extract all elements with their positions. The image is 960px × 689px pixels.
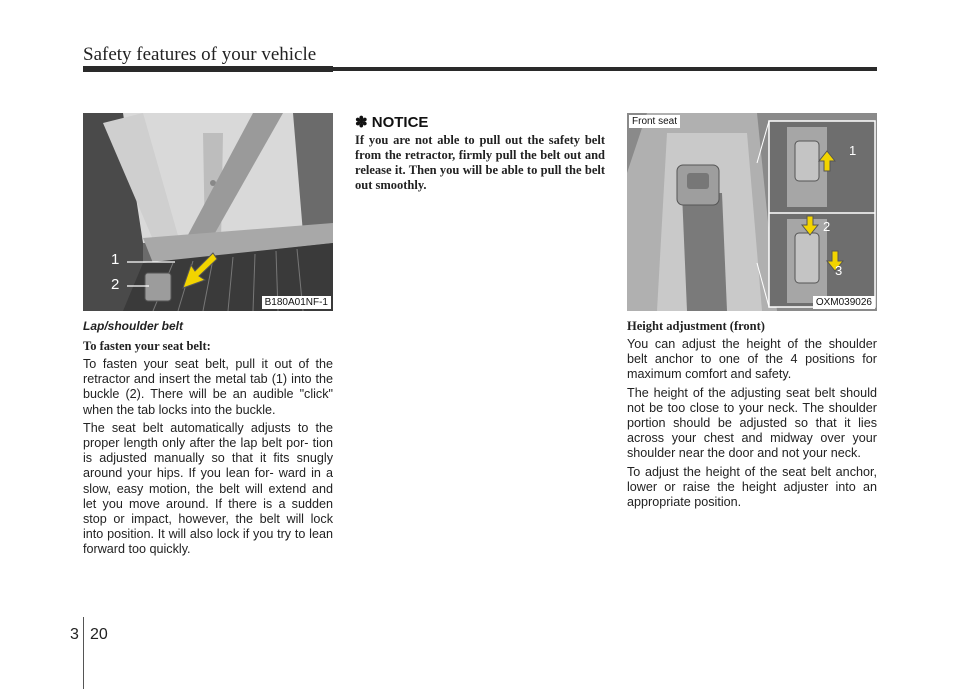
left-column	[83, 113, 333, 558]
figure-code: OXM039026	[813, 296, 875, 309]
page-header-title: Safety features of your vehicle	[83, 44, 317, 65]
callout-1: 1	[849, 143, 857, 158]
paragraph: You can adjust the height of the shoulder belt anchor to one of the 4 positions for maximum comfort and safety.	[627, 337, 877, 382]
footer-divider	[83, 617, 84, 689]
notice-body: If you are not able to pull out the safety belt from the retractor, firmly pull the belt out and release it. Then you will be able to pull the belt out smoothly.	[355, 133, 605, 192]
callout-1: 1	[111, 251, 120, 268]
callout-2: 2	[111, 276, 120, 293]
lap-shoulder-belt-figure	[83, 113, 333, 311]
paragraph: To fasten your seat belt, pull it out of the retractor and insert the metal tab (1) into the buckle (2). There will be an audible "click" when the tab locks into the buckle.	[83, 357, 333, 417]
paragraph: The seat belt automatically adjusts to the proper length only after the lap belt por- tion is adjusted manually so that it fits snugly around your hips. If you lean for- ward in a slow, easy motion, the belt will extend and let you move around. If there is a sudden stop or impact, however, the belt will lock into position. It will also lock if you try to lean forward too quickly.	[83, 420, 333, 557]
middle-column	[355, 113, 605, 193]
paragraph: To adjust the height of the seat belt anchor, lower or raise the height adjuster into an appropriate position.	[627, 464, 877, 510]
callout-2: 2	[823, 219, 831, 234]
figure-code: B180A01NF-1	[262, 296, 331, 309]
section-number: 3	[70, 626, 79, 643]
lap-belt-illustration	[83, 113, 333, 311]
notice-title: ✽ NOTICE	[355, 114, 429, 131]
paragraph: The height of the adjusting seat belt should not be too close to your neck. The shoulder portion should be adjusted so that it lies across your chest and midway over your shoulder near the door and not your neck.	[627, 385, 877, 461]
figure-caption: Lap/shoulder belt	[83, 319, 184, 333]
section-subhead: To fasten your seat belt:	[83, 339, 211, 353]
height-adjust-figure	[627, 113, 877, 311]
right-column	[627, 113, 877, 510]
page-number: 20	[90, 626, 108, 643]
header-rule-accent	[83, 66, 333, 72]
figure-label: Front seat	[629, 115, 680, 128]
height-adjuster-illustration	[627, 113, 877, 311]
section-subhead: Height adjustment (front)	[627, 319, 765, 333]
callout-3: 3	[835, 263, 843, 278]
